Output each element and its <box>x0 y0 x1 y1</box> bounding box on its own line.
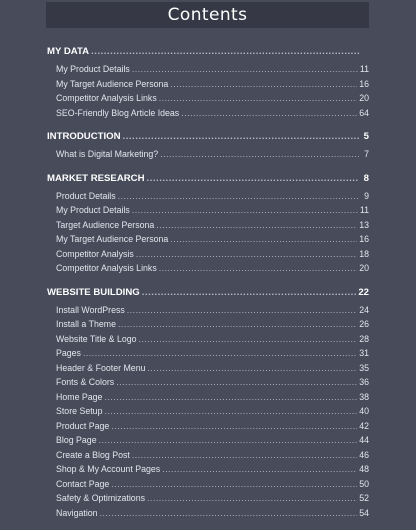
toc-section <box>47 286 369 521</box>
toc-entry[interactable] <box>56 317 369 332</box>
toc-entry-page-number: 46 <box>359 449 369 460</box>
toc-entry[interactable] <box>56 189 369 204</box>
toc-entry[interactable] <box>56 375 369 390</box>
dot-leader <box>104 404 357 419</box>
toc-entry-page-number: 54 <box>359 507 369 518</box>
toc-entry-page-number: 50 <box>359 478 369 489</box>
toc-section <box>47 130 369 162</box>
toc-entry[interactable] <box>56 332 369 347</box>
toc-entry[interactable] <box>56 147 369 162</box>
dot-leader <box>162 462 357 477</box>
toc-entry[interactable] <box>56 390 369 405</box>
toc-entry-page-number: 26 <box>359 319 369 329</box>
contents-title-bar <box>46 2 369 28</box>
toc-entry-page-number: 44 <box>359 435 369 445</box>
toc-entry[interactable] <box>56 448 369 463</box>
toc-entry-label: My Product Details <box>56 64 130 74</box>
toc-entry[interactable] <box>56 419 369 434</box>
toc-section <box>47 45 369 120</box>
dot-leader <box>91 45 359 59</box>
toc-entry[interactable] <box>56 462 369 477</box>
dot-leader <box>104 390 357 405</box>
dot-leader <box>170 232 357 247</box>
section-heading-label: WEBSITE BUILDING <box>47 286 140 298</box>
toc-entry[interactable] <box>56 218 369 233</box>
toc-entry-label: Competitor Analysis Links <box>56 263 157 273</box>
toc-entry-page-number: 11 <box>359 205 369 215</box>
dot-leader <box>159 261 357 276</box>
toc-entry-page-number: 64 <box>359 107 369 118</box>
dot-leader <box>139 332 358 347</box>
toc-entry[interactable] <box>56 106 369 121</box>
dot-leader <box>100 506 358 521</box>
section-heading-label: MY DATA <box>47 46 90 57</box>
toc-entry-page-number: 52 <box>359 493 369 503</box>
toc-entry-page-number: 20 <box>359 93 369 103</box>
dot-leader <box>123 130 359 144</box>
dot-leader <box>132 448 357 463</box>
toc-entry-label: SEO-Friendly Blog Article Ideas <box>56 107 180 118</box>
dot-leader <box>147 491 357 506</box>
section-heading[interactable] <box>47 130 369 144</box>
toc-entry-label: Target Audience Persona <box>56 219 155 230</box>
toc-entry-label: My Product Details <box>56 205 130 215</box>
toc-entry-label: Contact Page <box>56 478 110 489</box>
toc-entry-label: My Target Audience Persona <box>56 234 169 244</box>
dot-leader <box>127 303 357 318</box>
section-heading[interactable] <box>47 172 369 186</box>
toc-entry-label: Home Page <box>56 391 103 402</box>
dot-leader <box>142 286 357 300</box>
toc-entry-page-number: 16 <box>359 234 369 244</box>
toc-entry[interactable] <box>56 261 369 276</box>
toc-entry-page-number: 11 <box>359 64 369 74</box>
dot-leader <box>83 346 357 361</box>
toc-entry-label: Fonts & Colors <box>56 377 115 387</box>
toc-entry-label: Blog Page <box>56 435 97 445</box>
toc-entry-page-number: 38 <box>359 391 369 402</box>
section-page-number: 5 <box>363 131 369 142</box>
section-heading[interactable] <box>47 45 369 59</box>
toc-entry[interactable] <box>56 77 369 92</box>
toc-entry-page-number: 40 <box>359 406 369 416</box>
dot-leader <box>160 147 359 162</box>
dot-leader <box>132 203 358 218</box>
toc-entry-page-number: 24 <box>359 304 369 315</box>
dot-leader <box>147 361 357 376</box>
toc-entry[interactable] <box>56 404 369 419</box>
toc-entry-page-number: 35 <box>359 362 369 373</box>
toc-entry-label: Shop & My Account Pages <box>56 464 161 474</box>
toc-entry[interactable] <box>56 62 369 77</box>
toc-entry-page-number: 16 <box>359 78 369 89</box>
dot-leader <box>181 106 357 121</box>
toc-entry-label: Install WordPress <box>56 304 125 315</box>
dot-leader <box>136 247 357 262</box>
toc-entry-label: Store Setup <box>56 406 103 416</box>
toc-entry-label: Create a Blog Post <box>56 449 130 460</box>
dot-leader <box>147 172 359 186</box>
toc-entry[interactable] <box>56 433 369 448</box>
toc-entry[interactable] <box>56 91 369 106</box>
toc-entry-page-number: 42 <box>359 420 369 431</box>
toc-entry[interactable] <box>56 346 369 361</box>
toc-entry-label: Competitor Analysis Links <box>56 93 157 103</box>
toc-entry-label: Install a Theme <box>56 319 116 329</box>
toc-entry-label: What is Digital Marketing? <box>56 149 159 159</box>
dot-leader <box>170 77 357 92</box>
dot-leader <box>99 433 358 448</box>
toc-entry[interactable] <box>56 203 369 218</box>
toc-entry-label: Website Title & Logo <box>56 333 137 344</box>
toc-entry[interactable] <box>56 477 369 492</box>
toc-entry-page-number: 9 <box>364 190 369 201</box>
toc-entry[interactable] <box>56 247 369 262</box>
dot-leader <box>156 218 357 233</box>
toc-entry[interactable] <box>56 303 369 318</box>
toc-entry-label: Header & Footer Menu <box>56 362 146 373</box>
dot-leader <box>111 419 357 434</box>
dot-leader <box>118 189 359 204</box>
section-heading-label: INTRODUCTION <box>47 131 121 142</box>
toc-entry-page-number: 28 <box>359 333 369 344</box>
dot-leader <box>159 91 357 106</box>
toc-entry-page-number: 7 <box>364 149 369 159</box>
toc-entry-label: Navigation <box>56 507 98 518</box>
dot-leader <box>132 62 358 77</box>
section-page-number: 22 <box>358 286 369 298</box>
toc-entry-label: Safety & Optimizations <box>56 493 145 503</box>
dot-leader <box>118 317 357 332</box>
toc-entry[interactable] <box>56 361 369 376</box>
table-of-contents <box>47 45 369 530</box>
toc-entry-page-number: 31 <box>359 348 369 358</box>
toc-entry-page-number: 20 <box>359 263 369 273</box>
section-page-number: 8 <box>363 172 369 184</box>
toc-entry-page-number: 36 <box>359 377 369 387</box>
toc-entry[interactable] <box>56 232 369 247</box>
toc-section <box>47 172 369 276</box>
toc-entry-page-number: 13 <box>359 219 369 230</box>
dot-leader <box>116 375 357 390</box>
toc-entry-page-number: 48 <box>359 464 369 474</box>
toc-entry-label: Pages <box>56 348 81 358</box>
dot-leader <box>111 477 357 492</box>
toc-entry-label: Product Page <box>56 420 110 431</box>
toc-entry[interactable] <box>56 506 369 521</box>
toc-entry-label: Product Details <box>56 190 116 201</box>
section-heading-label: MARKET RESEARCH <box>47 172 145 184</box>
toc-entry[interactable] <box>56 491 369 506</box>
section-heading[interactable] <box>47 286 369 300</box>
toc-entry-page-number: 18 <box>359 248 369 259</box>
toc-entry-label: Competitor Analysis <box>56 248 134 259</box>
toc-entry-label: My Target Audience Persona <box>56 78 169 89</box>
page-title: Contents <box>167 5 248 25</box>
